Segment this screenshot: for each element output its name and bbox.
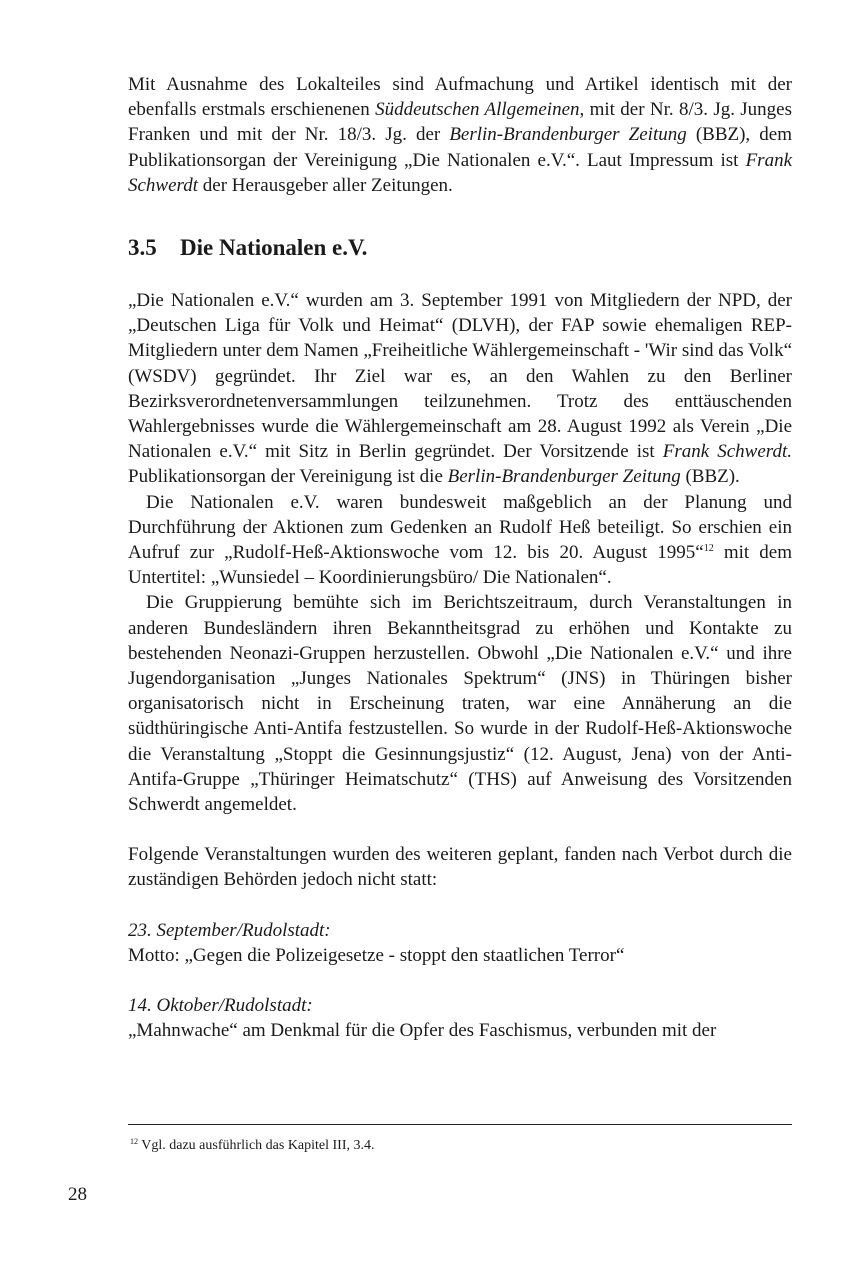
intro-paragraph: Mit Ausnahme des Lokalteiles sind Aufmachung und Artikel identisch mit der ebenfalls erstmals erschienenen Süddeutschen Allgemeinen, mit der Nr. 8/3. Jg. Junges Franken und mit der Nr. 18/3. Jg. der Berlin-Brandenburger Zeitung (BBZ), dem Publikationsorgan der Vereinigung „Die Nationalen e.V.“. Laut Impressum ist Frank Schwerdt der Herausgeber aller Zeitungen. (128, 74, 793, 196)
page-number: 28 (68, 1184, 87, 1205)
event-description: Motto: „Gegen die Polizeigesetze - stoppt den staatlichen Terror“ (128, 944, 625, 966)
section-title: Die Nationalen e.V. (180, 235, 368, 261)
event-date: 14. Oktober/Rudolstadt: (128, 995, 313, 1017)
section-number: 3.5 (128, 235, 157, 261)
hess-paragraph: Die Nationalen e.V. waren bundesweit maßgeblich an der Planung und Durchführung der Aktionen zum Gedenken an Rudolf Heß beteiligt. So erschien ein Aufruf zur „Rudolf-Heß-Aktionswoche vom 12. bis 20. August 1995“$^{12}$ mit dem Untertitel: „Wunsiedel – Koordinierungsbüro/ Die Nationalen“. (128, 491, 792, 589)
footnote-reference: 12 (703, 543, 714, 555)
founding-paragraph: „Die Nationalen e.V.“ wurden am 3. September 1991 von Mitgliedern der NPD, der „Deutschen Liga für Volk und Heimat“ (DLVH), der FAP sowie ehemaligen REP-Mitgliedern unter dem Namen „Freiheitliche Wählergemeinschaft - 'Wir sind das Volk“ (WSDV) gegründet. Ihr Ziel war es, an den Wahlen zu den Berliner Bezirksverordnetenversammlungen teilzunehmen. Trotz des enttäuschenden Wahlergebnisses wurde die Wählergemeinschaft am 28. August 1992 als Verein „Die Nationalen e.V.“ mit Sitz in Berlin gegründet. Der Vorsitzende ist Frank Schwerdt. Publikationsorgan der Vereinigung ist die Berlin-Brandenburger Zeitung (BBZ). (128, 290, 792, 488)
page-body (128, 72, 792, 1044)
footnote-text: Vgl. dazu ausführlich das Kapitel III, 3.4. (138, 1138, 375, 1153)
planned-paragraph: Folgende Veranstaltungen wurden des weiteren geplant, fanden nach Verbot durch die zuständigen Behörden jedoch nicht statt: (128, 844, 792, 891)
footnote (130, 1137, 375, 1155)
footnote-divider (128, 1124, 792, 1125)
event-date: 23. September/Rudolstadt: (128, 919, 331, 941)
event-description: „Mahnwache“ am Denkmal für die Opfer des Faschismus, verbunden mit der (128, 1020, 717, 1042)
group-paragraph: Die Gruppierung bemühte sich im Berichtszeitraum, durch Veranstaltungen in anderen Bundesländern ihren Bekanntheitsgrad zu erhöhen und Kontakte zu bestehenden Neonazi-Gruppen herzustellen. Obwohl „Die Nationalen e.V.“ und ihre Jugendorganisation „Junges Nationales Spektrum“ (JNS) in Thüringen bisher organisatorisch nicht in Erscheinung traten, war eine Annäherung an die südthüringische Anti-Antifa festzustellen. So wurde in der Rudolf-Heß-Aktionswoche die Veranstaltung „Stoppt die Gesinnungsjustiz“ (12. August, Jena) von der Anti-Antifa-Gruppe „Thüringer Heimatschutz“ (THS) auf Anweisung des Vorsitzenden Schwerdt angemeldet. (128, 592, 792, 816)
section-heading (128, 234, 792, 262)
footnote-marker: 12 (130, 1137, 138, 1146)
